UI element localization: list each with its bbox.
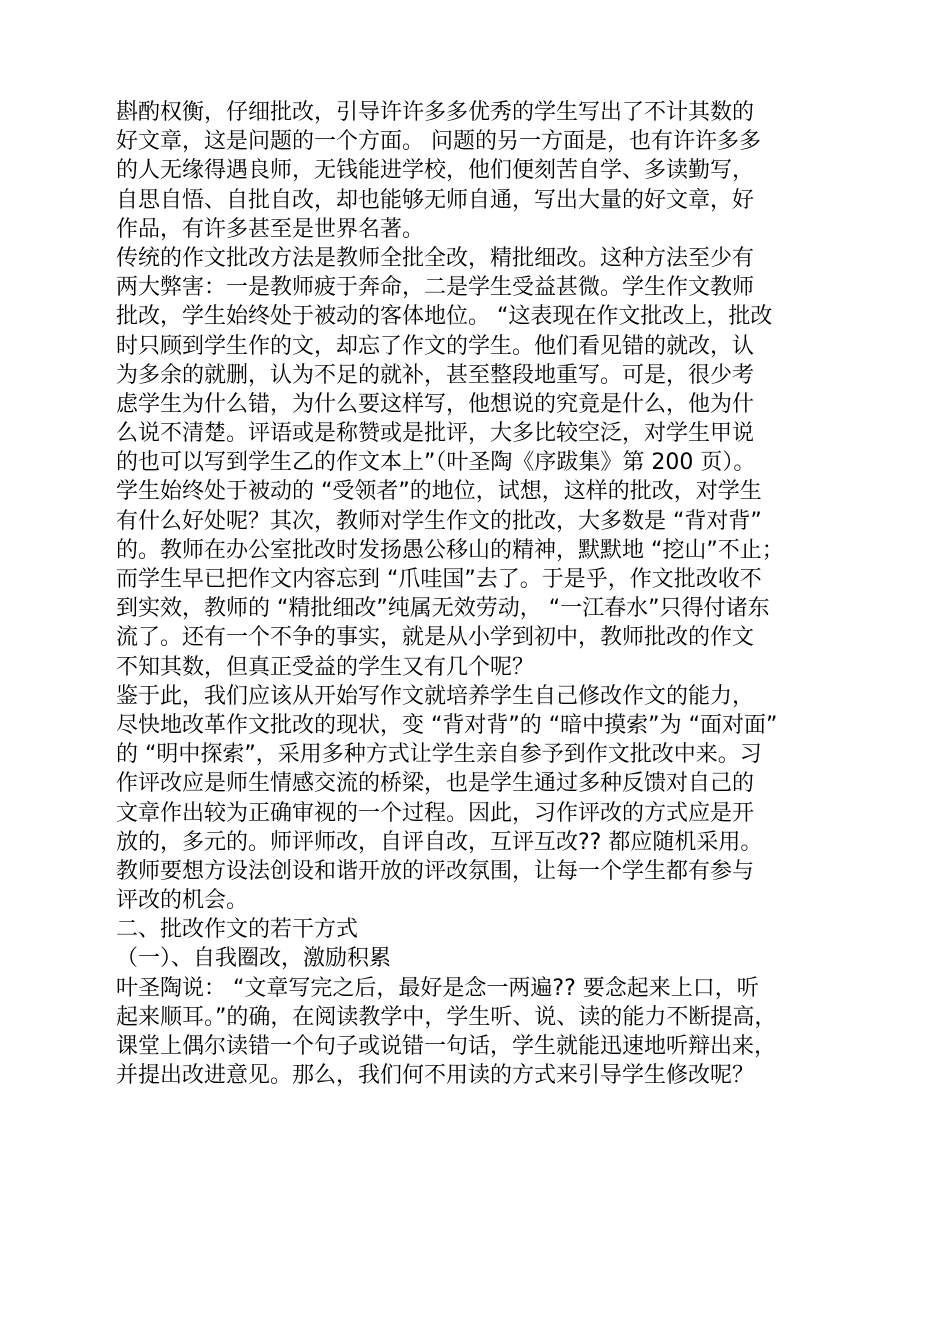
text-line: 虑学生为什么错，为什么要这样写，他想说的究竟是什么，他为什: [116, 391, 755, 417]
text-line: 作品，有许多甚至是世界名著。: [116, 216, 425, 242]
text-line: 的 “明中探索”，采用多种方式让学生亲自参予到作文批改中来。习: [116, 742, 762, 768]
text-line: 批改，学生始终处于被动的客体地位。 “这表现在作文批改上，批改: [116, 304, 773, 330]
text-line: 而学生早已把作文内容忘到 “爪哇国”去了。于是乎，作文批改收不: [116, 567, 762, 592]
text-line: 两大弊害：一是教师疲于奔命，二是学生受益甚微。学生作文教师: [116, 275, 755, 301]
text-line: 课堂上偶尔读错一个句子或说错一句话，学生就能迅速地听辩出来，: [116, 1034, 777, 1059]
text-line: 起来顺耳。”的确，在阅读教学中，学生听、说、读的能力不断提高，: [116, 1004, 777, 1030]
text-line: 流了。还有一个不争的事实，就是从小学到初中，教师批改的作文: [116, 625, 755, 651]
text-line: 的。教师在办公室批改时发扬愚公移山的精神，默默地 “挖山”不止；: [116, 537, 784, 563]
text-line: 鉴于此，我们应该从开始写作文就培养学生自己修改作文的能力，: [116, 683, 755, 709]
text-line: 有什么好处呢？其次，教师对学生作文的批改，大多数是 “背对背”: [116, 508, 762, 534]
text-line: 么说不清楚。评语或是称赞或是批评，大多比较空泛，对学生甲说: [116, 421, 755, 447]
subsection-heading: （一）、自我圈改，激励积累: [116, 946, 392, 972]
text-line: 的人无缘得遇良师，无钱能进学校，他们便刻苦自学、多读勤写，: [116, 158, 755, 184]
text-line: 到实效，教师的 “精批细改”纯属无效劳动， “一江春水”只得付诸东: [116, 596, 770, 622]
text-line: 文章作出较为正确审视的一个过程。因此，习作评改的方式应是开: [116, 800, 755, 826]
text-line: 自思自悟、自批自改，却也能够无师自通，写出大量的好文章，好: [116, 187, 755, 213]
section-heading: 二、批改作文的若干方式: [116, 917, 359, 943]
text-line: 评改的机会。: [116, 888, 249, 914]
text-line: 好文章，这是问题的一个方面。 问题的另一方面是，也有许许多多: [116, 129, 761, 155]
text-line: 传统的作文批改方法是教师全批全改，精批细改。这种方法至少有: [116, 245, 755, 271]
text-line: 作评改应是师生情感交流的桥梁，也是学生通过多种反馈对自己的: [116, 771, 755, 797]
text-line: 叶圣陶说： “文章写完之后，最好是念一两遍?? 要念起来上口，听: [116, 975, 759, 1001]
text-line: 放的，多元的。师评师改，自评自改，互评互改?? 都应随机采用。: [116, 829, 763, 855]
text-line: 教师要想方设法创设和谐开放的评改氛围，让每一个学生都有参与: [116, 858, 755, 884]
document-body: [116, 98, 846, 1090]
text-line: 的也可以写到学生乙的作文本上”（叶圣陶《序跋集》第 200 页）。: [116, 450, 756, 476]
text-line: 学生始终处于被动的 “受领者”的地位，试想，这样的批改，对学生: [116, 479, 762, 505]
text-line: 为多余的就删，认为不足的就补，甚至整段地重写。可是，很少考: [116, 362, 755, 388]
text-line: 斟酌权衡，仔细批改，引导许许多多优秀的学生写出了不计其数的: [116, 100, 755, 125]
text-line: 不知其数，但真正受益的学生又有几个呢？: [116, 654, 535, 680]
text-line: 尽快地改革作文批改的现状，变 “背对背”的 “暗中摸索”为 “面对面”: [116, 712, 778, 738]
text-line: 时只顾到学生作的文，却忘了作文的学生。他们看见错的就改，认: [116, 333, 755, 359]
text-line: 并提出改进意见。那么，我们何不用读的方式来引导学生修改呢？: [116, 1063, 755, 1089]
